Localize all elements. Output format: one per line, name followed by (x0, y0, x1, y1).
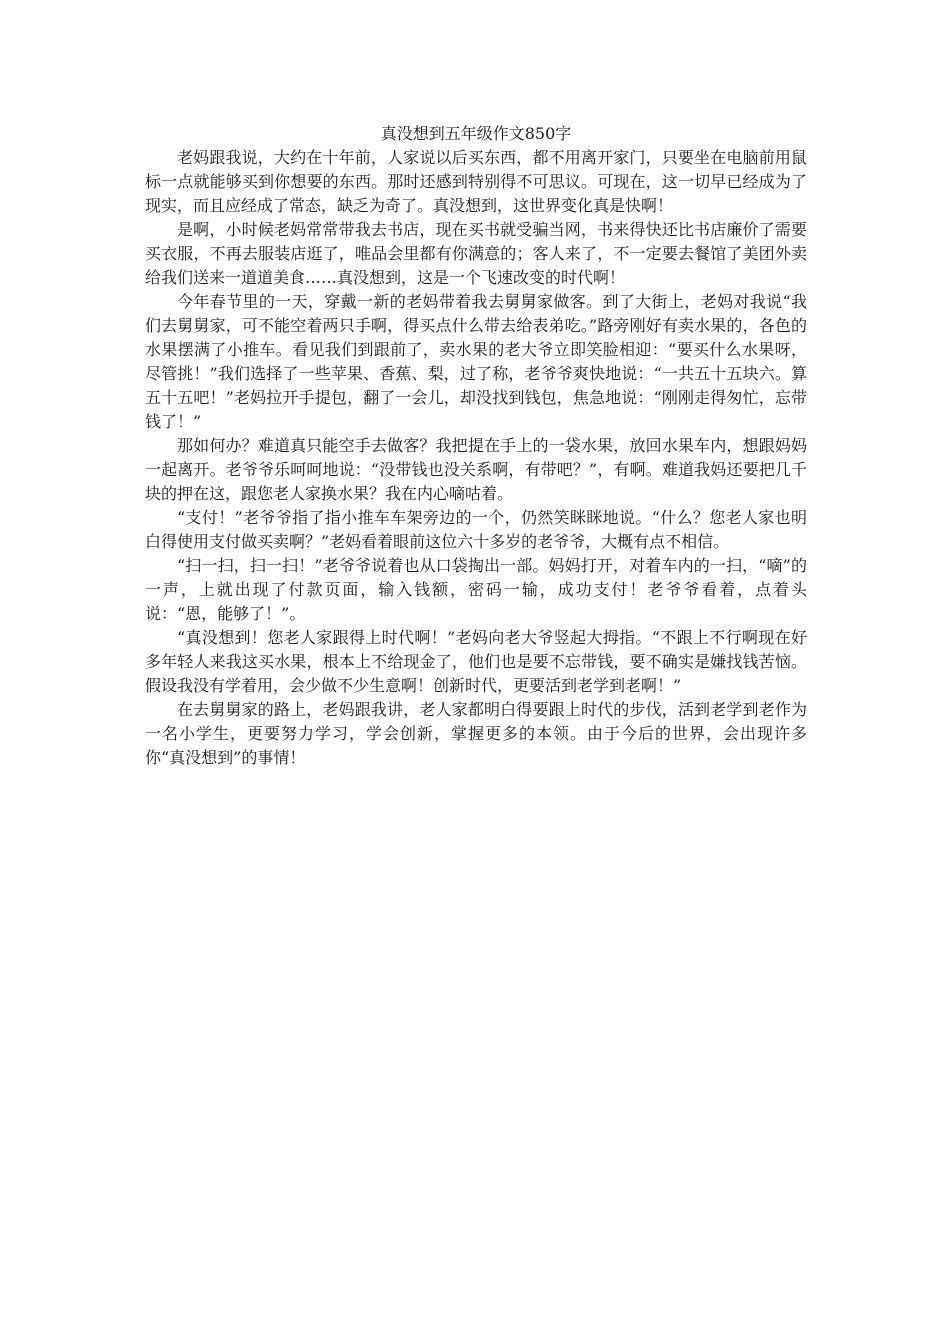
paragraph-1: 老妈跟我说，大约在十年前，人家说以后买东西，都不用离开家门，只要坐在电脑前用鼠标一点就能够买到你想要的东西。那时还感到特别得不可思议。可现在，这一切早已经成为了现实，而且应经成了常态，缺乏为奇了。真没想到，这世界变化真是快啊！ (145, 148, 807, 215)
paragraph-3: 今年春节里的一天，穿戴一新的老妈带着我去舅舅家做客。到了大街上，老妈对我说“我们去舅舅家，可不能空着两只手啊，得买点什么带去给表弟吃。”路旁刚好有卖水果的，各色的水果摆满了小推车。看见我们到跟前了，卖水果的老大爷立即笑脸相迎：“要买什么水果呀，尽管挑！”我们选择了一些苹果、香蕉、梨，过了称，老爷爷爽快地说：“一共五十五块六。算五十五吧！”老妈拉开手提包，翻了一会儿，却没找到钱包，焦急地说：“刚刚走得匆忙，忘带钱了！” (145, 292, 807, 431)
paragraph-4: 那如何办？难道真只能空手去做客？我把提在手上的一袋水果，放回水果车内，想跟妈妈一起离开。老爷爷乐呵呵地说：“没带钱也没关系啊，有带吧？”，有啊。难道我妈还要把几千块的押在这，跟您老人家换水果？我在内心嘀咕着。 (145, 436, 807, 503)
document-body (145, 122, 807, 770)
document-title: 真没想到五年级作文850字 (380, 124, 572, 143)
paragraph-2: 是啊，小时候老妈常常带我去书店，现在买书就受骗当网，书来得快还比书店廉价了需要买衣服，不再去服装店逛了，唯品会里都有你满意的；客人来了，不一定要去餐馆了美团外卖给我们送来一道道美食……真没想到，这是一个飞速改变的时代啊！ (145, 220, 807, 287)
paragraph-8: 在去舅舅家的路上，老妈跟我讲，老人家都明白得要跟上时代的步伐，活到老学到老作为一名小学生，更要努力学习，学会创新，掌握更多的本领。由于今后的世界，会出现许多你“真没想到”的事情！ (145, 700, 807, 767)
paragraph-7: “真没想到！您老人家跟得上时代啊！”老妈向老大爷竖起大拇指。“不跟上不行啊现在好多年轻人来我这买水果，根本上不给现金了，他们也是要不忘带钱，要不确实是嫌找钱苦恼。假设我没有学着用，会少做不少生意啊！创新时代，更要活到老学到老啊！” (145, 628, 807, 695)
paragraph-6: “扫一扫，扫一扫！”老爷爷说着也从口袋掏出一部。妈妈打开，对着车内的一扫，“嘀”的一声，上就出现了付款页面，输入钱额，密码一输，成功支付！老爷爷看着，点着头说：“恩，能够了！”。 (145, 556, 807, 623)
paragraph-5: “支付！”老爷爷指了指小推车车架旁边的一个，仍然笑眯眯地说。“什么？您老人家也明白得使用支付做买卖啊？”老妈看着眼前这位六十多岁的老爷爷，大概有点不相信。 (145, 508, 807, 551)
